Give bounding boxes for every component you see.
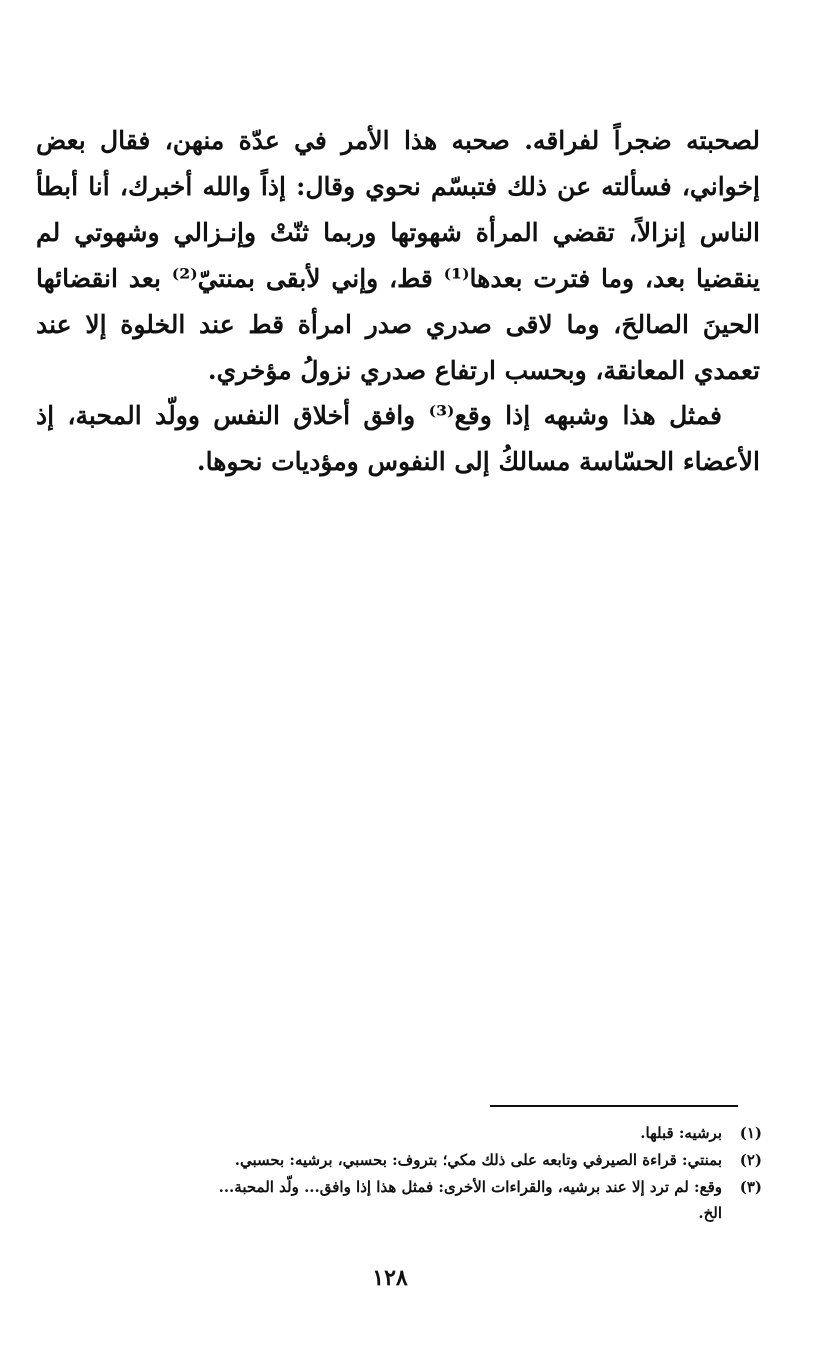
text-line: فمثل هذا وشبهه إذا وقع⁽³⁾ وافق أخلاق النفس وولّد المحبة، إذ — [36, 401, 722, 430]
text-line: الناس إنزالاً، تقضي المرأة شهوتها وربما ثنّتْ وإنـزالي وشهوتي لم — [36, 218, 760, 247]
footnote-number: (٢) — [739, 1151, 762, 1169]
footnote-1 — [50, 1120, 762, 1147]
footnote-number: (٣) — [739, 1178, 762, 1196]
text-line: الحينَ الصالحَ، وما لاقى صدري صدر امرأة قط عند الخلوة إلا عند — [36, 310, 760, 339]
text-line: تعمدي المعانقة، وبحسب ارتفاع صدري نزولُ مؤخري. — [207, 356, 760, 385]
page-number: ١٢٨ — [372, 1265, 408, 1291]
footnote-2 — [50, 1147, 762, 1174]
paragraph-2 — [36, 393, 760, 485]
text-line: لصحبته ضجراً لفراقه. صحبه هذا الأمر في عدّة منهن، فقال بعض — [36, 126, 760, 155]
footnote-3 — [50, 1174, 762, 1201]
footnote-text: بمنتي: قراءة الصيرفي وتابعه على ذلك مكي؛ بتروف: بحسبي، برشيه: بحسبي. — [234, 1151, 722, 1169]
text-line: الأعضاء الحسّاسة مسالكُ إلى النفوس ومؤديات نحوها. — [196, 447, 760, 476]
footnote-text: وقع: لم ترد إلا عند برشيه، والقراءات الأخرى: فمثل هذا إذا وافق... ولّد المحبة... — [218, 1178, 722, 1196]
paragraph-1 — [36, 118, 760, 394]
footnote-separator — [490, 1105, 738, 1107]
footnote-text: برشيه: قبلها. — [640, 1124, 722, 1142]
footnotes — [50, 1120, 762, 1225]
text-line: ينقضيا بعد، وما فترت بعدها⁽¹⁾ قط، وإني لأبقى بمنتيّ⁽²⁾ بعد انقضائها — [36, 264, 760, 293]
footnote-number: (١) — [739, 1124, 762, 1142]
text-line: إخواني، فسألته عن ذلك فتبسّم نحوي وقال: إذاً والله أخبرك، أنا أبطأ — [36, 172, 760, 201]
footnote-3-continuation: الخ. — [698, 1204, 722, 1222]
